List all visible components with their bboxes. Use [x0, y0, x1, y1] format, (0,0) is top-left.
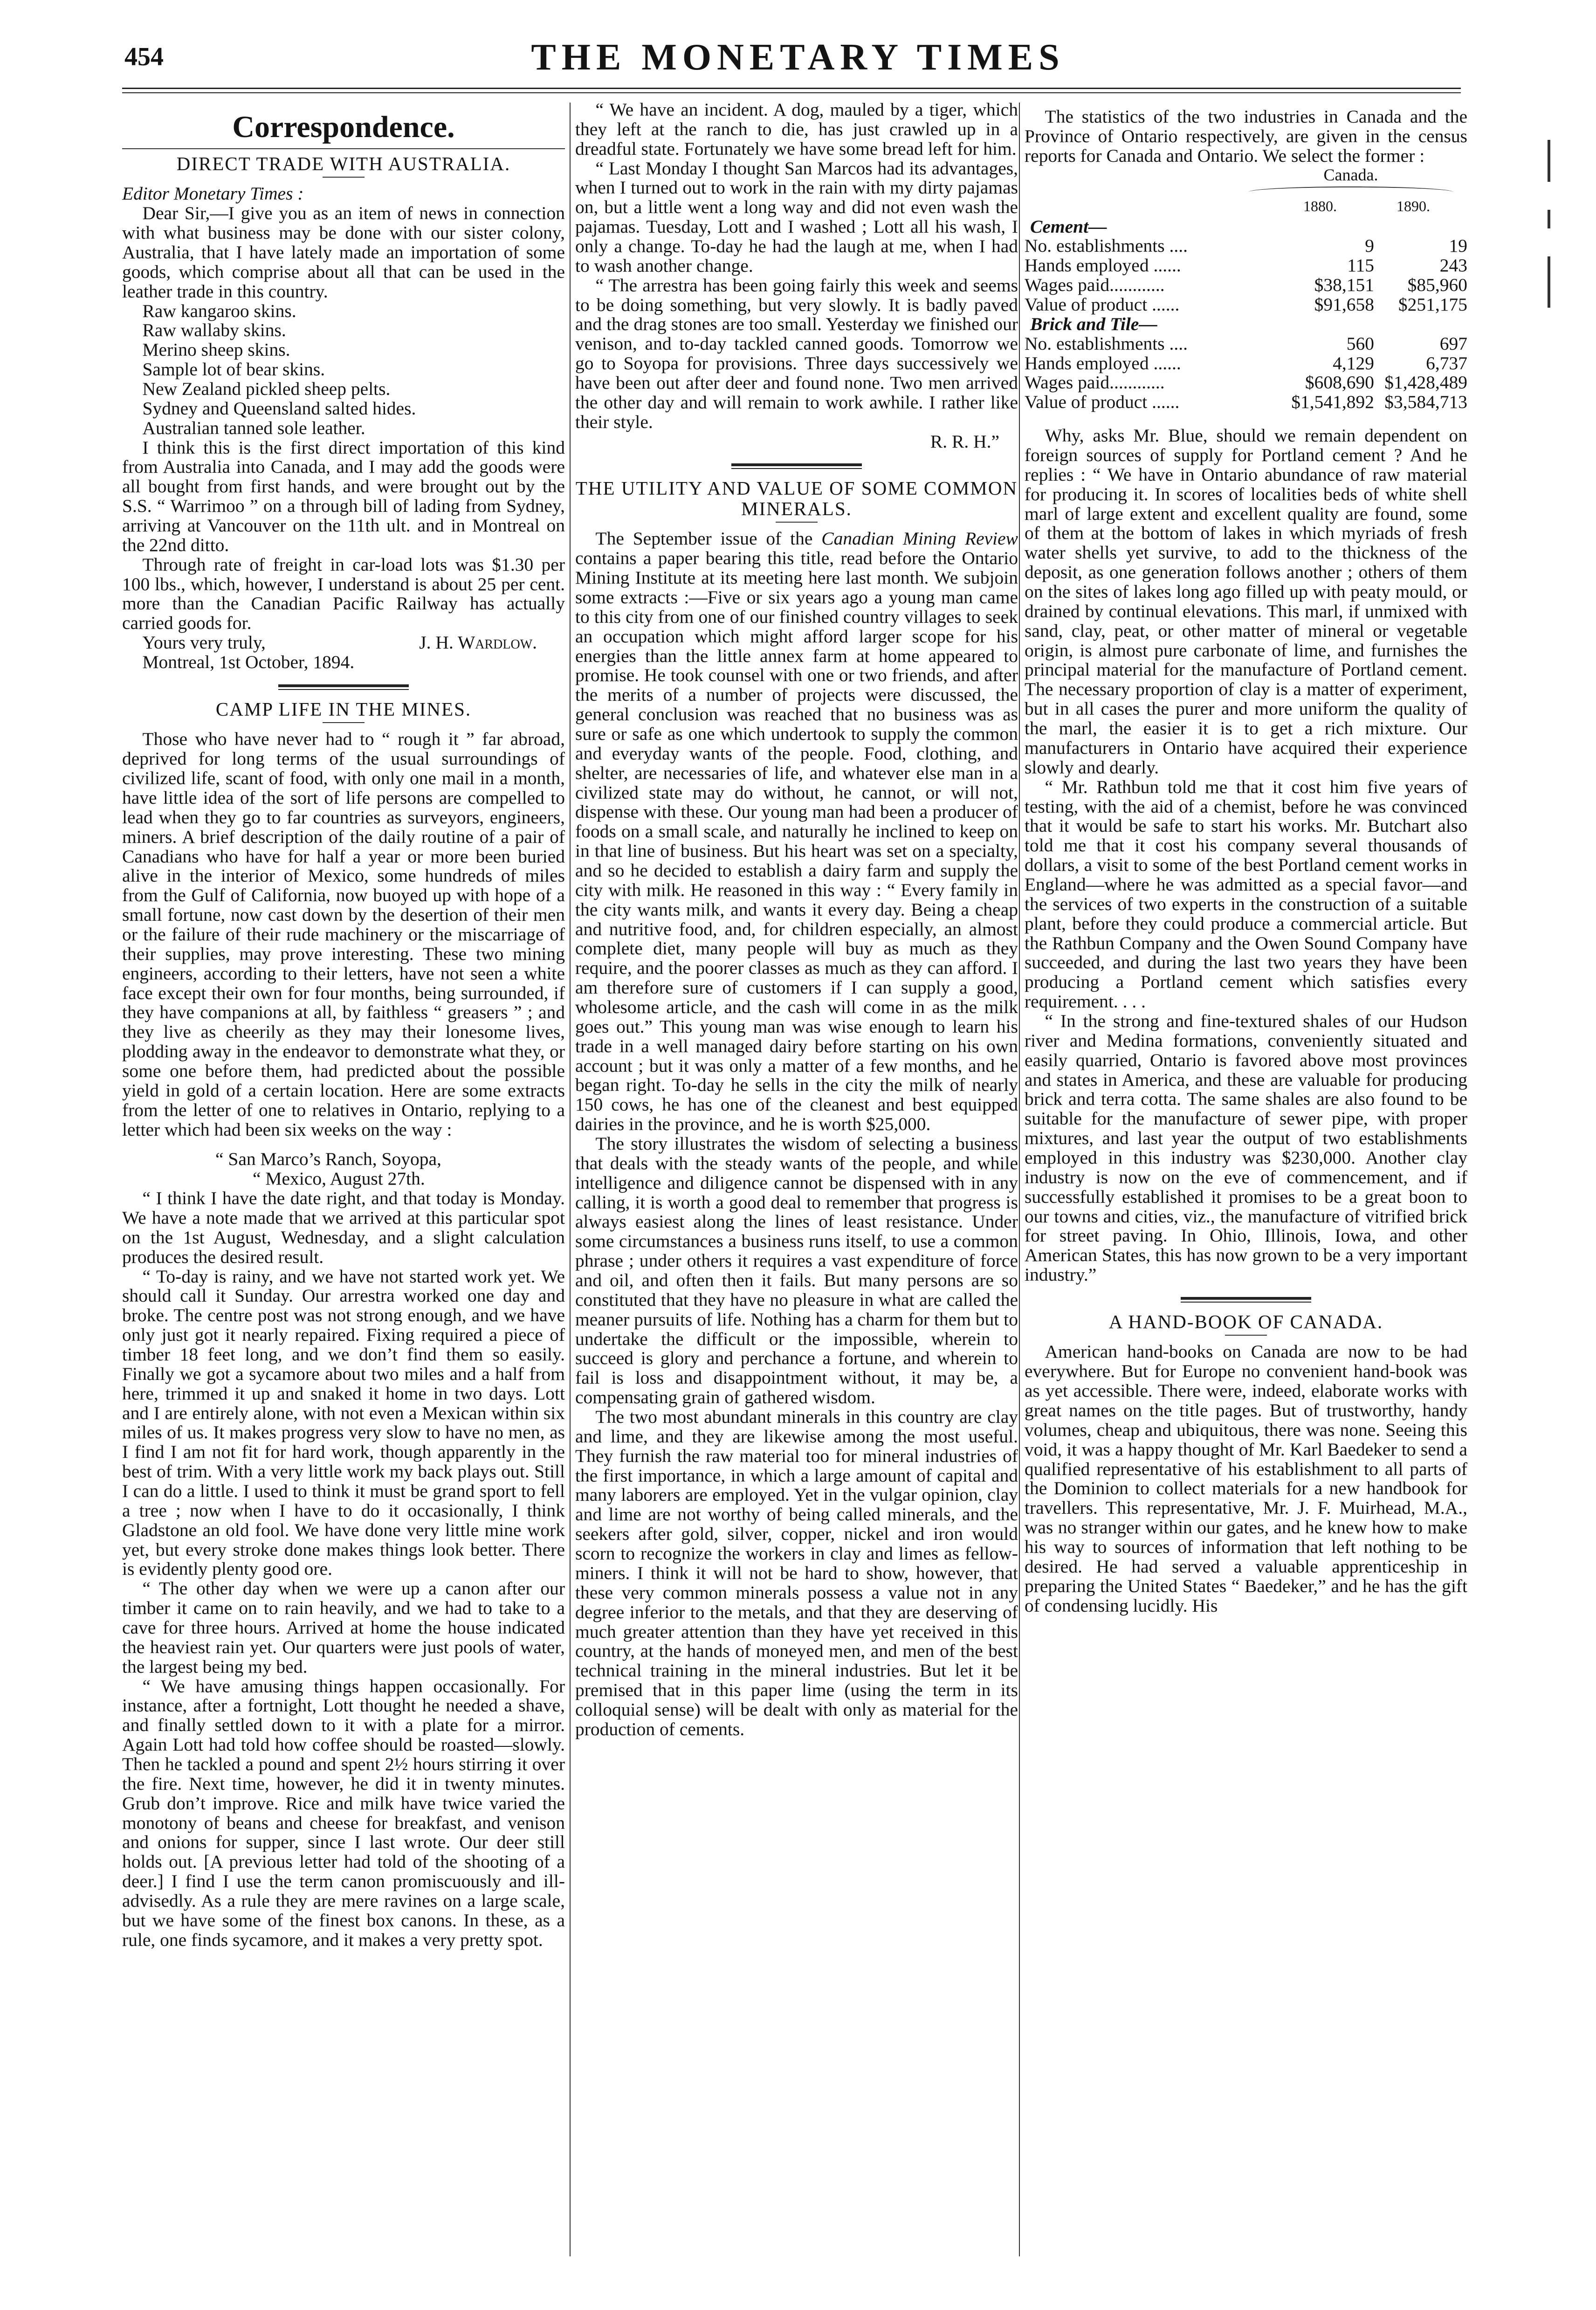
- stats-value: $1,428,489: [1384, 372, 1467, 393]
- article-title-direct-trade: DIRECT TRADE WITH AUSTRALIA.: [176, 152, 511, 174]
- letter-dateline: “ San Marco’s Ranch, Soyopa,: [215, 1149, 441, 1170]
- article-paragraph: Why, asks Mr. Blue, should we remain dependent on foreign sources of supply for Portland cement ? And he replies : “ We have in Ontario abundance of raw material for producing it. In scores of localities beds of white shell marl of large extent and excellent quality are found, some of them at the bottom of lakes in which myriads of fresh water shells yet survive, to add to the thickness of the deposit, as one generation follows another ; others of them on the sites of lakes long ago filled up with peaty mould, or drained by continual elevations. This marl, if unmixed with sand, clay, peat, or other matter of mineral or vegetable origin, is almost pure carbonate of lime, and furnishes the principal material for the manufacture of Portland cement. The necessary proportion of clay is a matter of experiment, but in all cases the purer and more uniform the quality of the marl, the easier it is to get a rich mixture. Our manufacturers in Ontario have acquired their experience slowly and dearly.: [1025, 425, 1467, 778]
- table-row: [1025, 373, 1467, 393]
- table-row: [1025, 315, 1467, 334]
- journal-name: Canadian Mining Review: [821, 528, 1018, 549]
- article-paragraph: “ The arrestra has been going fairly this week and seems to be doing something, but very slowly. It is badly paved and the drag stones are too small. Yesterday we finished our venison, and to-day tackled canned goods. Tomorrow we go to Soyopa for provisions. Three days successively we have been out after deer and found none. Two men arrived the other day and will remain to work awhile. I rather like their style.: [575, 275, 1018, 432]
- article-paragraph: The statistics of the two industries in Canada and the Province of Ontario respectively, are given in the census reports for Canada and Ontario. We select the former :: [1025, 106, 1467, 166]
- stats-value: $3,584,713: [1384, 392, 1467, 413]
- table-row: [1025, 295, 1467, 315]
- column-3: [1025, 107, 1467, 1615]
- masthead-rule: [122, 88, 1461, 89]
- article-paragraph: “ In the strong and fine-textured shales of our Hudson river and Medina formations, conveniently situated and easily quarried, Ontario is favored above most provinces and states in America, and these are valuable for producing brick and terra cotta. The same shales are also found to be suitable for the manufacture of sewer pipe, with proper mixtures, and last year the output of two establishments employed in this industry was $230,000. Another clay industry is now on the eve of commencement, and if successfully established it promises to be a great boon to our towns and cities, viz., the manufacture of vitrified brick for street paving. In Ohio, Illinois, Iowa, and other American States, this has now grown to be a very important industry.”: [1025, 1010, 1467, 1285]
- text-run: The September issue of the: [595, 528, 822, 549]
- stats-value: $38,151: [1314, 275, 1374, 296]
- table-row: [1025, 217, 1467, 237]
- letter-paragraph: Dear Sir,—I give you as an item of news in connection with what business may be done with our sister colony, Australia, that I have lately made an importation of some goods, which comprise about all that can be used in the leather trade in this country.: [122, 203, 565, 302]
- article-paragraph: [575, 529, 1018, 1134]
- stats-label: No. establishments ....: [1025, 333, 1188, 354]
- table-row: [1025, 334, 1467, 354]
- list-item: Sample lot of bear skins.: [142, 359, 325, 380]
- letter-signoff: [122, 633, 565, 653]
- table-row: [1025, 236, 1467, 256]
- letter-salutation: Editor Monetary Times :: [122, 183, 304, 204]
- article-paragraph: “ Last Monday I thought San Marcos had its advantages, when I turned out to work in the rain with my dirty pajamas on, but a little went a long way and did not even wash the pajamas. Tuesday, Lott and I washed ; Lott all his wash, I only a change. To-day he had the laugh at me, when I had to wash another change.: [575, 158, 1018, 276]
- list-item: New Zealand pickled sheep pelts.: [142, 379, 391, 399]
- stats-label: No. establishments ....: [1025, 235, 1188, 256]
- stats-value: 560: [1346, 333, 1374, 354]
- list-item: Raw wallaby skins.: [142, 320, 286, 341]
- article-signature: R. R. H.”: [930, 431, 999, 452]
- rule: [122, 148, 565, 149]
- stats-label: Hands employed ......: [1025, 255, 1181, 276]
- section-divider: [1181, 1297, 1311, 1303]
- letter-dateline: “ Mexico, August 27th.: [253, 1168, 425, 1189]
- stats-label: Wages paid............: [1025, 372, 1165, 393]
- letter-place-date: Montreal, 1st October, 1894.: [142, 652, 355, 673]
- short-rule: [323, 177, 365, 178]
- stats-group-heading: Cement—: [1030, 216, 1107, 237]
- edge-mark: [1548, 210, 1550, 228]
- article-paragraph: “ We have amusing things happen occasionally. For instance, after a fortnight, Lott thought he needed a shave, and finally settled down to it with a plate for a mirror. Again Lott had told how coffee should be roasted—slowly. Then he tackled a pound and spent 2½ hours stirring it over the fire. Next time, however, he did it in twenty minutes. Grub don’t improve. Rice and milk have twice varied the monotony of beans and cheese for breakfast, and venison and onions for supper, since I last wrote. Our deer still holds out. [A previous letter had told of the shooting of a deer.] I find I use the term canon promiscuously and ill-advisedly. As a rule they are mere ravines on a large scale, but we have some of the finest box canons. In these, as a rule, one finds sycamore, and it makes a very pretty spot.: [122, 1676, 565, 1950]
- stats-year: 1880.: [1303, 197, 1337, 214]
- masthead: THE MONETARY TIMES: [531, 37, 1065, 78]
- table-row: [1025, 256, 1467, 276]
- stats-value: 9: [1365, 235, 1374, 256]
- stats-caption: Canada.: [1323, 165, 1378, 184]
- masthead-rule-thin: [122, 92, 1461, 93]
- column-2: [575, 100, 1018, 1739]
- edge-mark: [1548, 140, 1550, 182]
- stats-value: $91,658: [1314, 294, 1374, 315]
- stats-value: $85,960: [1407, 275, 1467, 296]
- article-paragraph: American hand-books on Canada are now to be had everywhere. But for Europe no convenient hand-book was as yet accessible. There were, indeed, elaborate works with great names on the title pages. But of trustworthy, handy volumes, cheap and ubiquitous, there was none. Seeing this void, it was a happy thought of Mr. Karl Baedeker to send a qualified representative of his establishment to all parts of the Dominion to collect materials for a new handbook for travellers. This representative, Mr. J. F. Muirhead, M.A., was no stranger within our gates, and he knew how to make his way to sources of information that left nothing to be desired. He had served a valuable apprenticeship in preparing the United States “ Baedeker,” and he has the gift of condensing lucidly. His: [1025, 1341, 1467, 1616]
- article-paragraph: “ To-day is rainy, and we have not started work yet. We should call it Sunday. Our arrestra worked one day and broke. The centre post was not strong enough, and we have only just got it nearly repaired. Fixing required a piece of timber 18 feet long, and we don’t find them so easily. Finally we got a sycamore about two miles and a half from here, trimmed it up and snaked it home in two days. Lott and I are entirely alone, with not even a Mexican within six miles of us. It makes progress very slow to have no men, as I find I am not fit for hard work, though apparently in the best of trim. With a very little work my back plays out. Still I can do a little. I used to think it must be grand sport to fell a tree ; now when I have to do it occasionally, I think Gladstone an old fool. We have done very little mine work yet, but every stroke done makes things look better. There is evidently plenty good ore.: [122, 1266, 565, 1579]
- article-title-camp-life: CAMP LIFE IN THE MINES.: [215, 698, 472, 720]
- stats-value: 243: [1439, 255, 1467, 276]
- stats-label: Hands employed ......: [1025, 352, 1181, 373]
- page-number: 454: [124, 42, 164, 71]
- article-title-handbook: A HAND-BOOK OF CANADA.: [1108, 1310, 1383, 1332]
- stats-value: $251,175: [1398, 294, 1467, 315]
- list-item: Merino sheep skins.: [142, 339, 290, 360]
- article-paragraph: “ I think I have the date right, and that today is Monday. We have a note made that we arrived at this particular spot on the 1st August, Wednesday, and a slight calculation produces the desired result.: [122, 1188, 565, 1267]
- letter-closing: Yours very truly,: [142, 632, 266, 653]
- article-paragraph: “ The other day when we were up a canon after our timber it came on to rain heavily, and we had to take to a cave for three hours. Arrived at home the house indicated the heaviest rain yet. Our quarters were just pools of water, the largest being my bed.: [122, 1578, 565, 1677]
- stats-label: Wages paid............: [1025, 275, 1165, 296]
- letter-paragraph: Through rate of freight in car-load lots was $1.30 per 100 lbs., which, however, I understand is about 25 per cent. more than the Canadian Pacific Railway has actually carried goods for.: [122, 554, 565, 634]
- article-paragraph: “ We have an incident. A dog, mauled by a tiger, which they left at the ranch to die, has just crawled up in a dreadful state. Fortunately we have some bread left for him.: [575, 99, 1018, 159]
- short-rule: [776, 522, 818, 523]
- list-item: Raw kangaroo skins.: [142, 300, 296, 321]
- table-row: [1025, 393, 1467, 412]
- stats-year: 1890.: [1396, 197, 1430, 214]
- stats-value: 115: [1347, 255, 1374, 276]
- table-row: [1025, 276, 1467, 295]
- stats-value: 19: [1449, 235, 1467, 256]
- stats-group-heading: Brick and Tile—: [1030, 313, 1157, 334]
- article-paragraph: The two most abundant minerals in this country are clay and lime, and they are likewise among the most useful. They furnish the raw material too for mineral industries of the first importance, in which a large amount of capital and many laborers are employed. Yet in the vulgar opinion, clay and lime are not worthy of being called minerals, and the seekers after gold, silver, copper, nickel and iron would scorn to recognize the workers in clay and limes as fellow-miners. I think it will not be hard to show, however, that these very common minerals possess a value not in any degree inferior to the metals, and that they are deserving of much greater attention than they have yet received in this country, at the hands of moneyed men, and men of the best technical training in the mineral industries. But let it be premised that in this paper lime (using the term in its colloquial sense) will be dealt with only as material for the production of cements.: [575, 1407, 1018, 1739]
- column-divider: [570, 103, 571, 2256]
- stats-value: 4,129: [1333, 352, 1374, 373]
- edge-mark: [1548, 256, 1550, 308]
- stats-value: 6,737: [1426, 352, 1467, 373]
- article-title-minerals: THE UTILITY AND VALUE OF SOME COMMON MINERALS.: [575, 477, 1018, 519]
- stats-value: 697: [1439, 333, 1467, 354]
- adjacent-page-edge: [1548, 103, 1596, 2294]
- section-divider: [278, 684, 409, 690]
- list-item: Australian tanned sole leather.: [142, 417, 365, 438]
- column-divider: [1019, 103, 1020, 2256]
- article-paragraph: “ Mr. Rathbun told me that it cost him five years of testing, with the aid of a chemist, before he was convinced that it would be safe to start his works. Mr. Butchart also told me that it cost his company several thousands of dollars, a visit to some of the best Portland cement works in England—where he was admitted as a special favor—and the services of two experts in the construction of a suitable plant, before they could produce a commercial article. But the Rathbun Company and the Owen Sound Company have succeeded, and during the last two years they have been producing a Portland cement which satisfies every requirement. . . .: [1025, 776, 1467, 1012]
- letter-signature: J. H. Wardlow.: [419, 632, 537, 653]
- stats-value: $1,541,892: [1291, 392, 1374, 413]
- short-rule: [323, 722, 365, 723]
- section-heading-correspondence: Correspondence.: [232, 110, 455, 144]
- brace: [1248, 186, 1453, 198]
- table-row: [1025, 354, 1467, 373]
- stats-label: Value of product ......: [1025, 294, 1180, 315]
- article-paragraph: Those who have never had to “ rough it ” far abroad, deprived for long terms of the usual surroundings of civilized life, scant of food, with only one mail in a month, have little idea of the sort of life persons are compelled to lead when they go to far countries as surveyors, engineers, miners. A brief description of the daily routine of a pair of Canadians who have for half a year or more been buried alive in the interior of Mexico, some hundreds of miles from the Gulf of California, now buoyed up with hope of a small fortune, now cast down by the desertion of their men or the failure of their rude machinery or the miscarriage of their supplies, may prove interesting. These two mining engineers, according to their letters, have not seen a white face except their own for four months, being surrounded, if they have companions at all, by faithless “ greasers ” ; and they live as cheerily as they may their lonesome lives, plodding away in the endeavor to demonstrate what they, or some one before them, had predicted about the possible yield in gold of a certain location. Here are some extracts from the letter of one to relatives in Ontario, replying to a letter which had been six weeks on the way :: [122, 729, 565, 1140]
- letter-paragraph: I think this is the first direct importation of this kind from Australia into Canada, and I may add the goods were all bought from first hands, and were brought out by the S.S. “ Warrimoo ” on a through bill of lading from Sydney, arriving at Vancouver on the 11th ult. and in Montreal on the 22nd ditto.: [122, 437, 565, 555]
- stats-table-header: [1025, 166, 1467, 217]
- stats-value: $608,690: [1305, 372, 1374, 393]
- column-1: [122, 107, 565, 1950]
- text-run: contains a paper bearing this title, read before the Ontario Mining Institute at its meeting here last month. We subjoin some extracts :—Five or six years ago a young man came to this city from one of our finished country villages to seek an occupation which might afford larger scope for his energies than the little annex farm at home appeared to promise. He took counsel with one or two friends, and after the merits of a number of projects were discussed, the general conclusion was reached that no business was as sure or safe as one which undertook to supply the common and everyday wants of the people. Food, clothing, and shelter, are necessaries of life, and whatever else man in a civilized state may do without, he cannot, or will not, dispense with these. Our young man had been a producer of foods on a small scale, and naturally he inclined to keep on in that line of business. But his heart was set on a specialty, and so he decided to establish a dairy farm and supply the city with milk. He reasoned in this way : “ Every family in the city wants milk, and wants it every day. Being a cheap and nutritive food, and, for children especially, an almost complete diet, many people will buy as much as they require, and the poorer classes as much as they can afford. I am therefore sure of customers if I can supply a good, wholesome article, and the cash will come in as the milk goes out.” This young man was wise enough to learn his trade in a well managed dairy before starting on his own account ; but it was only a matter of a few months, and he began right. To-day he sells in the city the milk of nearly 150 cows, he has one of the cleanest and best equipped dairies in the province, and he is worth $25,000.: [575, 548, 1018, 1135]
- short-rule: [1225, 1335, 1267, 1336]
- list-item: Sydney and Queensland salted hides.: [142, 398, 416, 419]
- article-paragraph: The story illustrates the wisdom of selecting a business that deals with the steady wants of the people, and while intelligence and diligence cannot be dispensed with in any calling, it is worth a good deal to remember that progress is always easiest along the lines of least resistance. Under some circumstances a business runs itself, to use a common phrase ; under others it requires a vast expenditure of force and oil, and often then it fails. But many persons are so constituted that they have no pleasure in what are called the meaner pursuits of life. Nothing has a charm for them but to undertake the difficult or the impossible, wherein to succeed is glory and perchance a fortune, and wherein to fail is loss and disappointment without, it may be, a compensating grain of gathered wisdom.: [575, 1133, 1018, 1408]
- stats-table: [1025, 217, 1467, 413]
- section-divider: [731, 463, 862, 469]
- stats-label: Value of product ......: [1025, 392, 1180, 413]
